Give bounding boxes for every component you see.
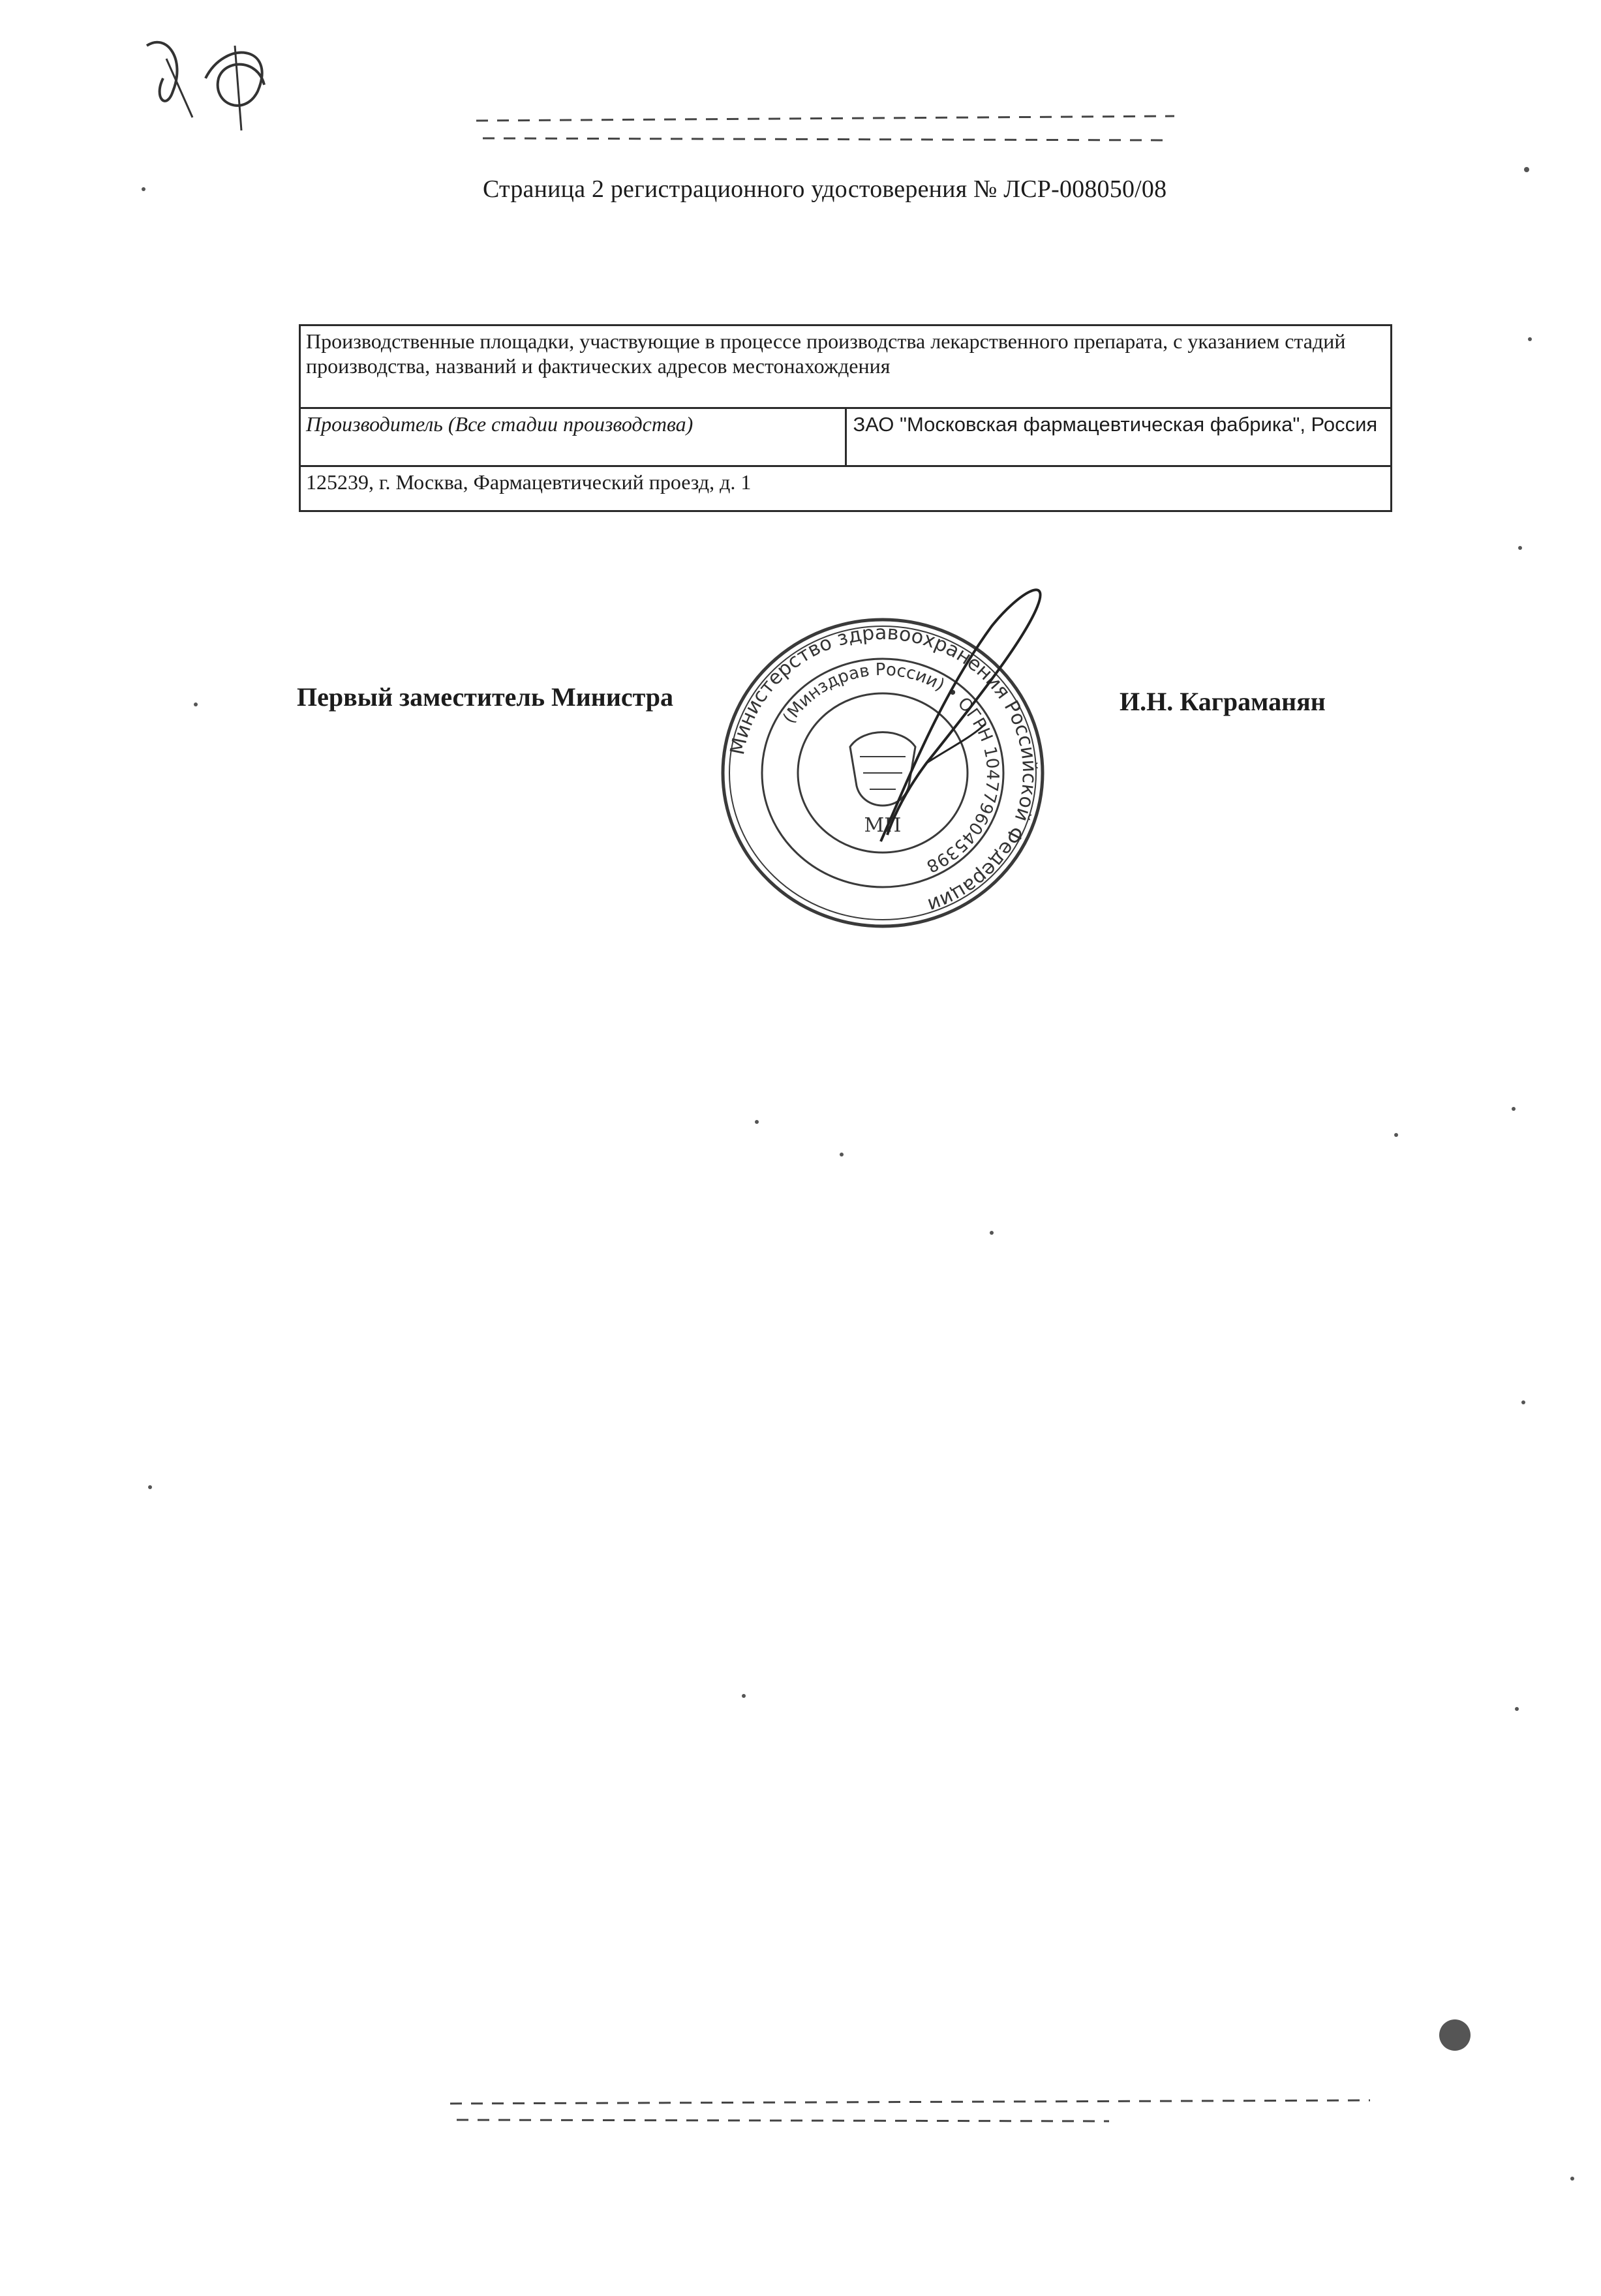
table-row [300,325,1392,408]
producer-address: 125239, г. Москва, Фармацевтический проезд, д. 1 [300,466,1392,511]
producer-name: ЗАО "Московская фармацевтическая фабрика", Россия [846,408,1392,466]
seal-outer-text: Министерство здравоохранения Российской Федерации [725,621,1041,917]
table-row [300,466,1392,511]
production-sites-table [299,324,1392,512]
table-row [300,408,1392,466]
signatory-name: И.Н. Каграманян [1120,687,1326,716]
table-heading: Производственные площадки, участвующие в процессе производства лекарственного препарата, с указанием стадий производства, названий и фактических адресов местонахождения [300,325,1392,408]
handwritten-initials [127,20,310,137]
signatory-title: Первый заместитель Министра [297,682,674,712]
producer-role: Производитель (Все стадии производства) [300,408,846,466]
handwritten-signature [868,567,1063,848]
page-header: Страница 2 регистрационного удостоверения № ЛСР-008050/08 [483,175,1167,203]
seal-inner-text: (Минздрав России) • ОГРН 1047796045398 [779,659,1003,876]
seal-center-text: МП [864,814,902,837]
